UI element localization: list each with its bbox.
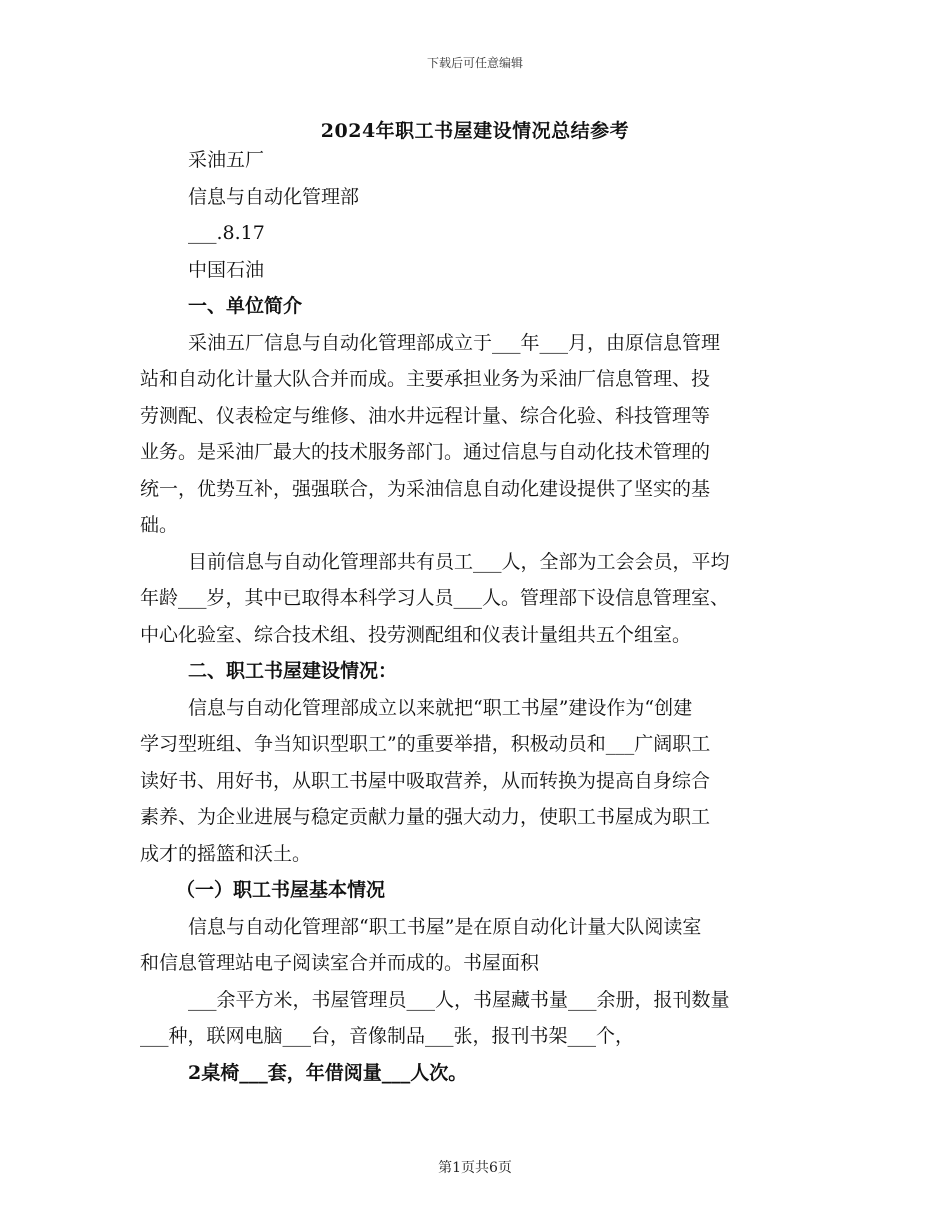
section-heading: 二、职工书屋建设情况： <box>188 660 398 682</box>
paragraph-line: 目前信息与自动化管理部共有员工___人，全部为工会会员，平均 <box>188 550 730 573</box>
paragraph-line: 信息与自动化管理部“职工书屋”是在原自动化计量大队阅读室 <box>188 915 702 938</box>
paragraph-line: 信息与自动化管理部成立以来就把“职工书屋”建设作为“创建 <box>188 696 693 719</box>
paragraph-line: 统一，优势互补，强强联合，为采油信息自动化建设提供了坚实的基 <box>140 477 711 500</box>
subsection-heading: （一）职工书屋基本情况 <box>176 879 386 901</box>
meta-line: 信息与自动化管理部 <box>188 185 360 208</box>
meta-line: 中国石油 <box>188 258 265 281</box>
paragraph-line: 成才的摇篮和沃土。 <box>140 842 312 865</box>
paragraph-line: 读好书、用好书，从职工书屋中吸取营养，从而转换为提高自身综合 <box>140 769 711 792</box>
paragraph-line: 业务。是采油厂最大的技术服务部门。通过信息与自动化技术管理的 <box>140 441 711 463</box>
bold-statement: 2桌椅___套，年借阅量___人次。 <box>188 1061 468 1084</box>
section-heading: 一、单位简介 <box>188 295 303 317</box>
paragraph-line: 础。 <box>140 514 179 536</box>
meta-line: ___.8.17 <box>188 222 265 244</box>
document-body <box>140 142 812 1091</box>
paragraph-line: 和信息管理站电子阅读室合并而成的。书屋面积 <box>140 952 540 974</box>
page-footer: 第1页共6页 <box>438 1160 512 1176</box>
paragraph-line: 素养、为企业进展与稳定贡献力量的强大动力，使职工书屋成为职工 <box>140 806 711 828</box>
paragraph-line: 劳测配、仪表检定与维修、油水井远程计量、综合化验、科技管理等 <box>140 404 711 427</box>
paragraph-line: ___余平方米，书屋管理员___人，书屋藏书量___余册，报刊数量 <box>188 988 730 1011</box>
paragraph-line: 采油五厂信息与自动化管理部成立于___年___月，由原信息管理 <box>188 331 721 354</box>
paragraph-line: 站和自动化计量大队合并而成。主要承担业务为采油厂信息管理、投 <box>140 368 711 390</box>
paragraph-line: 学习型班组、争当知识型职工”的重要举措，积极动员和___广阔职工 <box>140 733 711 755</box>
document-title: 2024年职工书屋建设情况总结参考 <box>320 120 630 142</box>
paragraph-line: ___种，联网电脑___台，音像制品___张，报刊书架___个， <box>140 1025 635 1047</box>
paragraph-line: 年龄___岁，其中已取得本科学习人员___人。管理部下设信息管理室、 <box>140 587 730 609</box>
paragraph-line: 中心化验室、综合技术组、投劳测配组和仪表计量组共五个组室。 <box>140 623 692 646</box>
header-note: 下载后可任意编辑 <box>426 56 523 70</box>
meta-line: 采油五厂 <box>188 149 265 171</box>
